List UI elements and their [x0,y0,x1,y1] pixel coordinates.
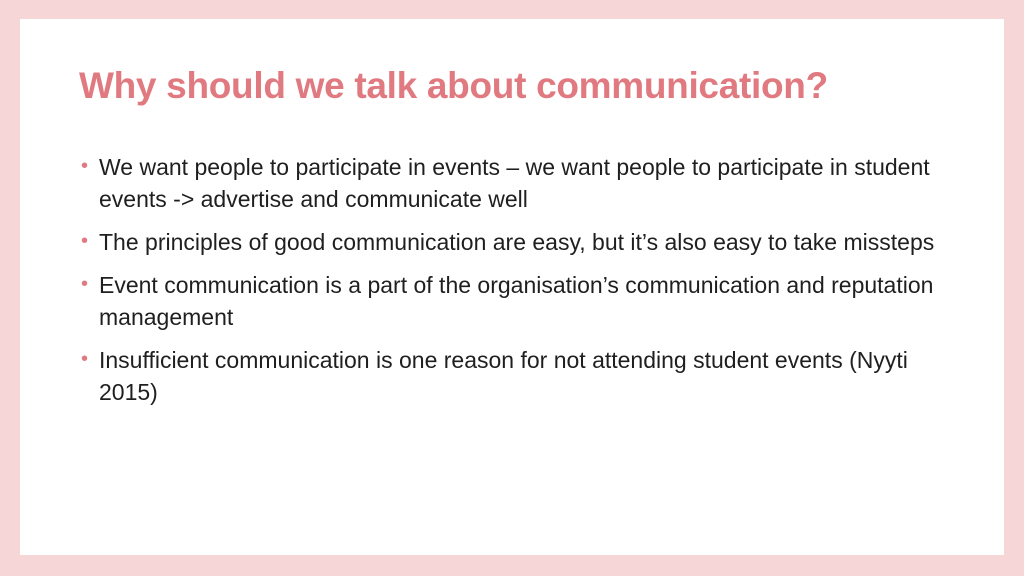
bullet-text: The principles of good communication are easy, but it’s also easy to take missteps [99,229,935,255]
bullet-item [79,151,959,215]
bullet-item [79,344,959,408]
slide-title: Why should we talk about communication? [79,65,828,106]
bullet-text: Event communication is a part of the organisation’s communication and reputation management [99,272,934,330]
bullet-list [79,151,959,419]
bullet-dot-icon: • [81,273,89,295]
bullet-text: Insufficient communication is one reason for not attending student events (Nyyti 2015) [99,347,908,405]
slide [20,19,1004,555]
bullet-dot-icon: • [81,230,89,252]
bullet-text: We want people to participate in events – we want people to participate in student events -> advertise and communicate well [99,154,930,212]
bullet-item [79,269,959,333]
bullet-dot-icon: • [81,348,89,370]
bullet-dot-icon: • [81,155,89,177]
bullet-item [79,226,959,258]
